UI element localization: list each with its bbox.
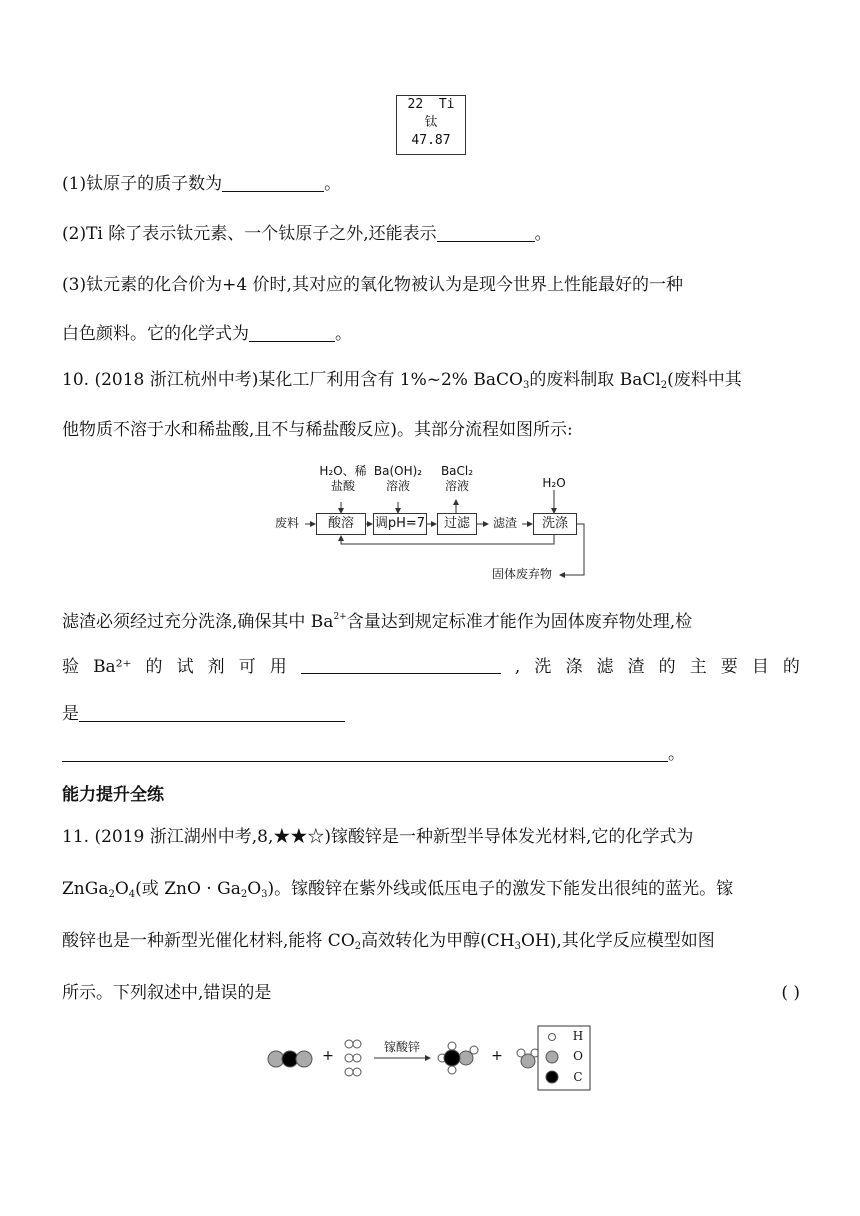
step-wash: 洗涤 <box>533 513 577 535</box>
element-number-symbol: 22 Ti <box>407 97 455 112</box>
solid-waste: 固体废弃物 <box>491 567 552 581</box>
q9-part3-line1: (3)钛元素的化合价为+4 价时,其对应的氧化物被认为是现今世界上性能最好的一种 <box>62 275 683 295</box>
input-baoh2: Ba(OH)₂ 溶液 <box>373 464 423 493</box>
step-acid-dissolve: 酸溶 <box>316 513 366 535</box>
q11-line2: $ZnGa_2O_4$(或 ZnO · $Ga_2O_3$)。镓酸锌在紫外线或低压电子的激发下能发出很纯的蓝光。镓 <box>62 879 734 900</box>
hydrogen-atom <box>345 1068 353 1076</box>
step-adjust-ph: 调pH=7 <box>373 513 427 535</box>
hydrogen-atom <box>345 1040 353 1048</box>
answer-blank[interactable] <box>437 223 535 242</box>
hydrogen-atom <box>353 1068 361 1076</box>
reaction-model-graphic <box>262 1024 594 1092</box>
q10-line1: 10. (2018 浙江杭州中考)某化工厂利用含有 1%~2% BaCO$_3$的废料制取 BaCl$_2$(废料中其 <box>62 370 742 391</box>
catalyst-label: 镓酸锌 <box>383 1040 420 1054</box>
hydrogen-atom <box>345 1054 353 1062</box>
step-filter: 过滤 <box>437 513 477 535</box>
answer-paren[interactable]: ( ) <box>781 983 800 1003</box>
q11-line4: 所示。下列叙述中,错误的是 ( ) <box>62 983 800 1003</box>
element-name: 钛 <box>424 115 438 130</box>
answer-blank[interactable] <box>79 703 345 722</box>
oxygen-atom <box>296 1051 312 1067</box>
element-mass: 47.87 <box>411 133 451 148</box>
legend-c: C <box>573 1070 583 1084</box>
section-heading: 能力提升全练 <box>62 785 164 805</box>
legend-h: H <box>572 1029 584 1043</box>
q9-part3-line2: 白色颜料。它的化学式为 。 <box>62 324 352 344</box>
process-flowchart <box>270 462 600 584</box>
q11-line3: 酸锌也是一种新型光催化材料,能将 $CO_2$高效转化为甲醇$(CH_3OH)$,其化学反应模型如图 <box>62 931 715 952</box>
answer-blank[interactable] <box>222 173 324 192</box>
plus-sign: + <box>491 1048 503 1064</box>
q10-line2: 他物质不溶于水和稀盐酸,且不与稀盐酸反应)。其部分流程如图所示: <box>62 420 573 440</box>
element-card <box>396 95 466 155</box>
hydrogen-atom <box>353 1054 361 1062</box>
q9-part2: (2)Ti 除了表示钛元素、一个钛原子之外,还能表示 。 <box>62 224 552 244</box>
answer-blank[interactable] <box>249 323 335 342</box>
residue: 滤渣 <box>492 516 517 530</box>
input-water-acid: H₂O、稀 盐酸 <box>319 464 367 493</box>
answer-blank[interactable] <box>62 743 668 762</box>
carbon-atom <box>444 1050 460 1066</box>
legend-o: O <box>573 1049 583 1063</box>
q9-part1: (1)钛原子的质子数为 。 <box>62 174 342 194</box>
q10-line3: 滤渣必须经过充分洗涤,确保其中 $Ba^{2+}$含量达到规定标准才能作为固体废弃物处理,检 <box>62 612 693 632</box>
reaction-model <box>262 1024 594 1092</box>
plus-sign: + <box>322 1048 334 1064</box>
output-bacl2: BaCl₂ 溶液 <box>440 464 474 493</box>
q10-line5: 是 <box>62 702 345 726</box>
input-water: H₂O <box>542 476 566 490</box>
answer-blank[interactable] <box>301 655 501 674</box>
q11-line1: 11. (2019 浙江湖州中考,8,★★☆)镓酸锌是一种新型半导体发光材料,它的化学式为 <box>62 827 694 847</box>
waste-material: 废料 <box>274 516 299 530</box>
q10-line4: 验 Ba²⁺ 的 试 剂 可 用 , 洗 涤 滤 渣 的 主 要 目 的 <box>62 657 800 677</box>
hydrogen-atom <box>353 1040 361 1048</box>
q10-line6: 。 <box>62 742 685 766</box>
